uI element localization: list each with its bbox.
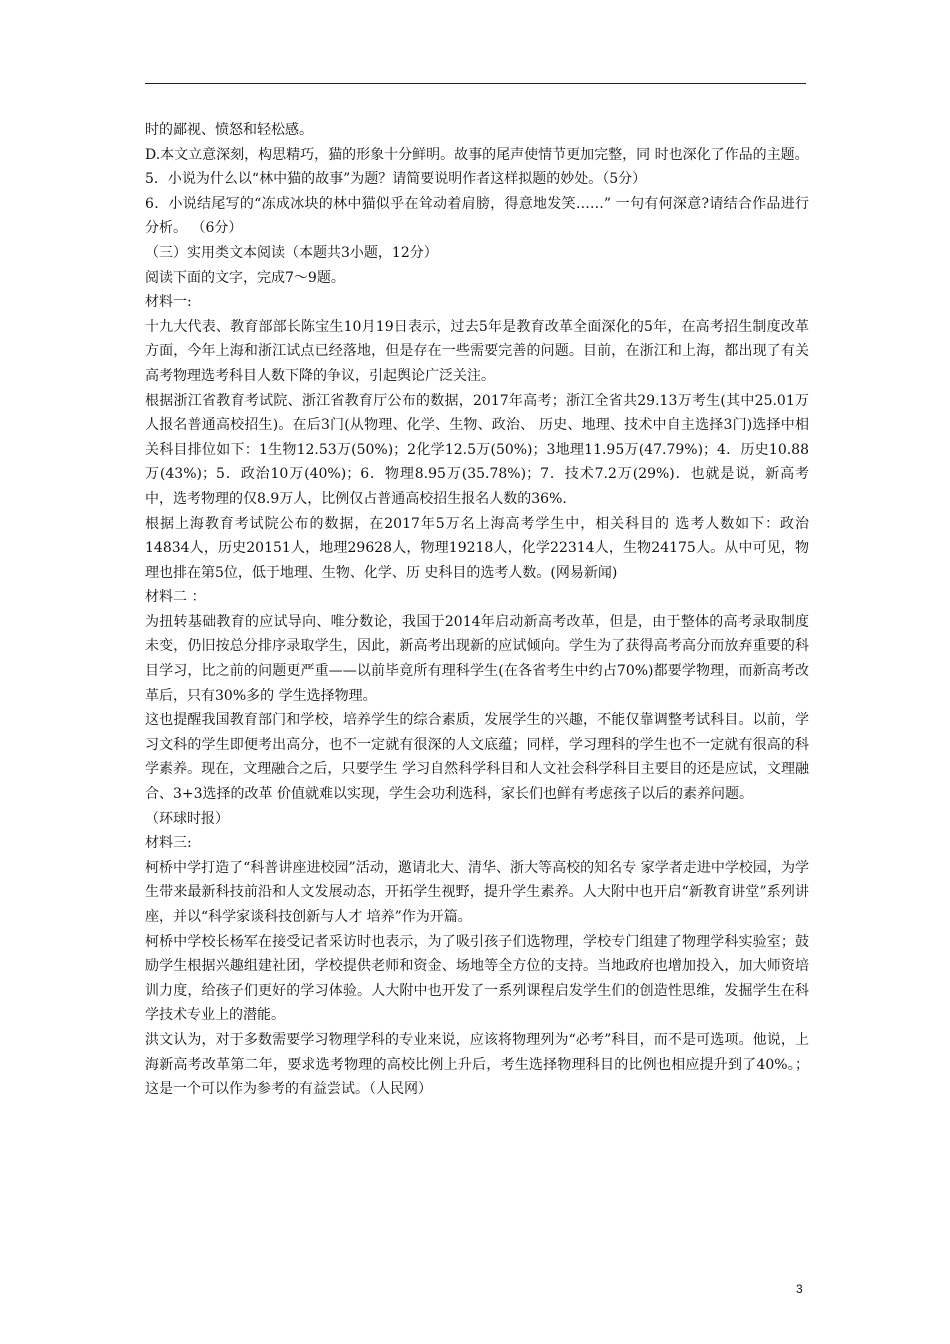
paragraph: 时的鄙视、愤怒和轻松感。 (145, 122, 313, 138)
paragraph: 十九大代表、教育部部长陈宝生10月19日表示，过去5年是教育改革全面深化的5年，在高考招生制度改革方面，今年上海和浙江试点已经落地，但是存在一些需要完善的问题。目前，在浙江和上海，都出现了有关高考物理选考科目人数下降的争议，引起舆论广泛关注。 (145, 318, 809, 384)
instruction: 阅读下面的文字，完成7〜9题。 (145, 269, 345, 286)
paragraph: D.本文立意深刻，构思精巧，猫的形象十分鲜明。故事的尾声使情节更加完整，同 时也深化了作品的主题。 (145, 146, 809, 163)
paragraph: 根据浙江省教育考试院、浙江省教育厅公布的数据，2017年高考；浙江全省共29.13万考生(其中25.01万人报名普通高校招生)。在后3门(从物理、化学、生物、政治、 历史、地理、技术中自主选择3门)选择中相关科目排位如下：1生物12.53万(50%)；2化学12.5万(50%)；3地理11.95万(47.79%)；4．历史10.88万(43%)；5．政治10万(40%)；6．物理8.95万(35.78%)；7．技术7.2万(29%)．也就是说，新高考中，选考物理的仅8.9万人，比例仅占普通高校招生报名人数的36%. (145, 392, 809, 507)
material-1-heading: 材料一: (145, 294, 192, 311)
paragraph: 这也提醒我国教育部门和学校，培养学生的综合素质，发展学生的兴趣，不能仅靠调整考试科目。以前，学习文科的学生即便考出高分，也不一定就有很深的人文底蕴；同样，学习理科的学生也不一定就有很高的科学素养。现在，文理融合之后，只要学生 学习自然科学科目和人文社会科学科目主要目的还是应试，文理融合、3+3选择的改革 价值就难以实现，学生会功利选科，家长们也鲜有考虑孩子以后的素养问题。 (145, 712, 809, 803)
question-6: 6．小说结尾写的“冻成冰块的林中猫似乎在耸动着肩膀，得意地发笑……” 一句有何深意?请结合作品进行分析。 （6分） (145, 195, 809, 237)
paragraph: 洪文认为，对于多数需要学习物理学科的专业来说，应该将物理列为“必考”科目，而不是可选项。他说，上海新高考改革第二年，要求选考物理的高校比例上升后，考生选择物理科目的比例也相应提升到了40%。；这是一个可以作为参考的有益尝试。（人民网） (145, 1031, 809, 1098)
paragraph: 为扭转基础教育的应试导向、唯分数论，我国于2014年启动新高考改革，但是，由于整体的高考录取制度未变，仍旧按总分排序录取学生，因此，新高考出现新的应试倾向。学生为了获得高考高分而放弃重要的科目学习，比之前的问题更严重——以前毕竟所有理科学生(在各省考生中约占70%)都要学物理，而新高考改革后，只有30%多的 学生选择物理。 (145, 613, 809, 704)
paragraph: 根据上海教育考试院公布的数据，在2017年5万名上海高考学生中，相关科目的 选考人数如下：政治14834人，历史20151人，地理29628人，物理19218人，化学22314人，生物24175人。从中可见，物理也排在第5位，低于地理、生物、化学、历 史科目的选考人数。(网易新闻) (145, 515, 809, 581)
material-3-heading: 材料三: (145, 835, 192, 852)
page-number: 3 (796, 1282, 803, 1296)
header-rule (145, 83, 806, 84)
paragraph: 柯桥中学校长杨军在接受记者采访时也表示，为了吸引孩子们选物理，学校专门组建了物理学科实验室；鼓励学生根据兴趣组建社团，学校提供老师和资金、场地等全方位的支持。当地政府也增加投入，加大师资培训力度，给孩子们更好的学习体验。人大附中也开发了一系列课程启发学生们的创造性思维，发掘学生在科学技术专业上的潜能。 (145, 933, 809, 1024)
material-2-heading: 材料二 ： (145, 589, 206, 606)
paragraph: 柯桥中学打造了“科普讲座进校园”活动，邀请北大、清华、浙大等高校的知名专 家学者走进中学校园，为学生带来最新科技前沿和人文发展动态，开拓学生视野，提升学生素养。人大附中也开启“新教育讲堂”系列讲座，并以“科学家谈科技创新与人才 培养”作为开篇。 (145, 859, 809, 925)
question-5: 5．小说为什么以“林中猫的故事”为题？请简要说明作者这样拟题的妙处。（5分） (145, 171, 647, 188)
document-body (145, 118, 809, 1102)
section-heading: （三）实用类文本阅读（本题共3小题，12分） (145, 244, 438, 261)
source-note: （环球时报） (145, 810, 229, 827)
